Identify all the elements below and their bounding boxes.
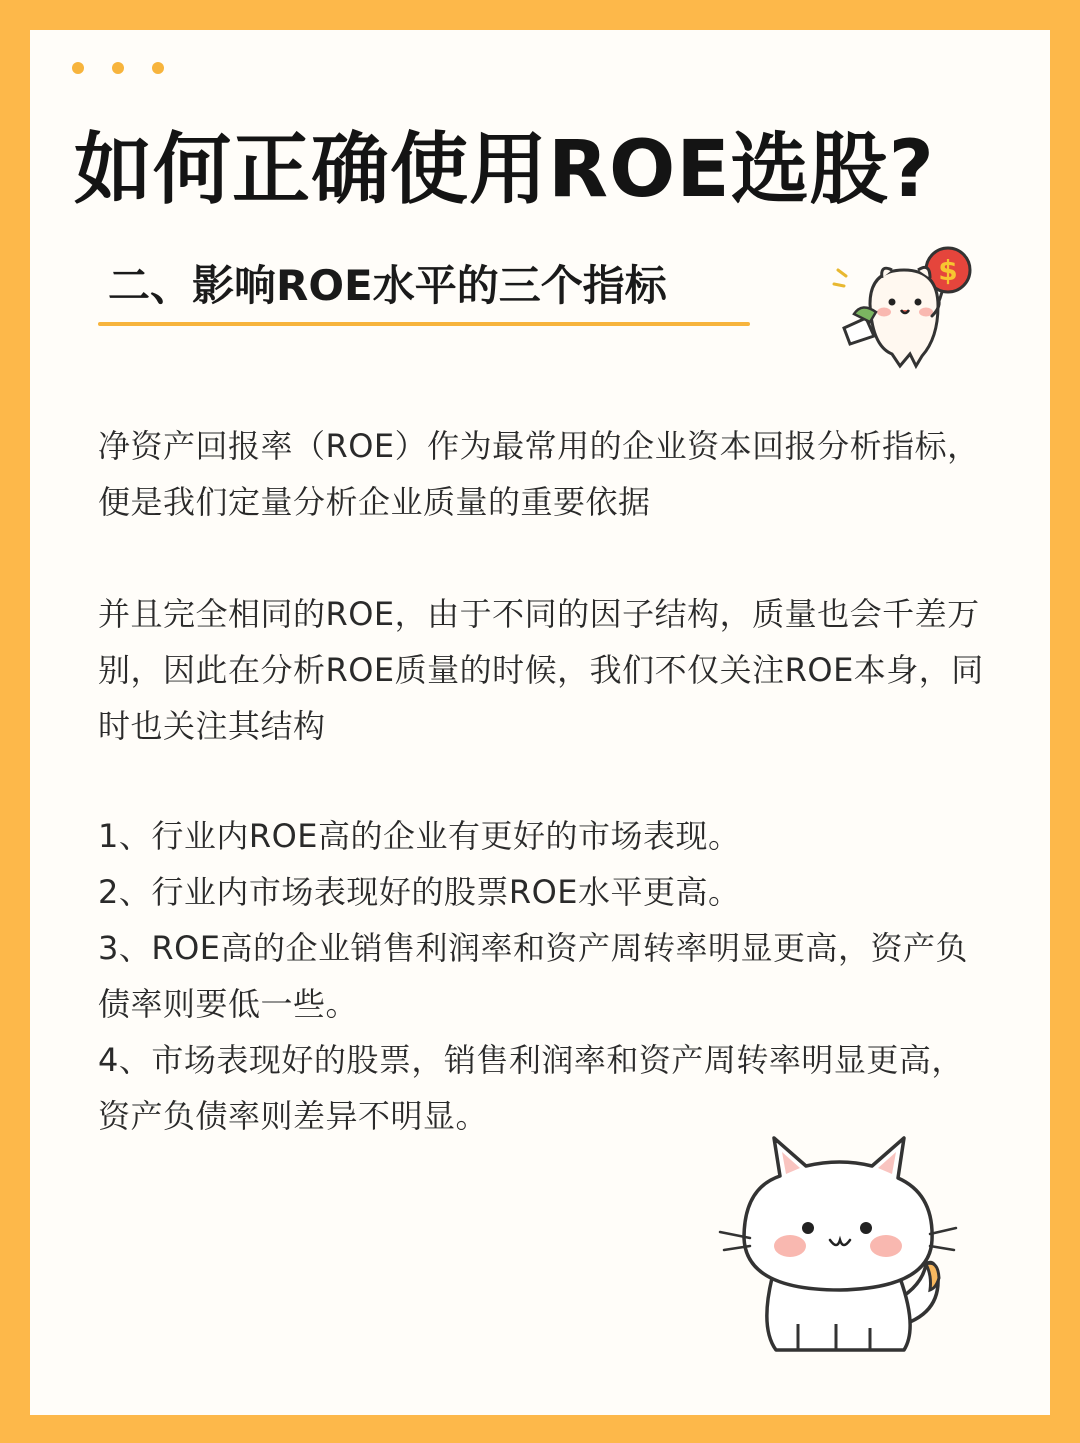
structure-paragraph: 并且完全相同的ROE，由于不同的因子结构，质量也会千差万别，因此在分析ROE质量的时候，我们不仅关注ROE本身，同时也关注其结构 — [98, 595, 984, 745]
mascot-money-icon — [820, 240, 980, 370]
findings-list — [98, 808, 988, 1144]
section-subtitle: 二、影响ROE水平的三个指标 — [108, 261, 667, 310]
cat-illustration-icon — [690, 1128, 960, 1368]
list-item: 1、行业内ROE高的企业有更好的市场表现。 — [98, 817, 741, 855]
intro-paragraph — [98, 418, 988, 530]
list-item: 3、ROE高的企业销售利润率和资产周转率明显更高，资产负债率则要低一些。 — [98, 929, 969, 1023]
highlighted-intro: 净资产回报率（ROE）作为最常用的企业资本回报分析指标，便是我们定量分析企业质量的重要依据 — [98, 427, 980, 527]
list-item: 2、行业内市场表现好的股票ROE水平更高。 — [98, 873, 741, 911]
page-title: 如何正确使用ROE选股? — [74, 125, 935, 215]
dot-icon — [152, 62, 164, 74]
list-item: 4、市场表现好的股票，销售利润率和资产周转率明显更高，资产负债率则差异不明显。 — [98, 1041, 964, 1135]
dot-icon — [112, 62, 124, 74]
subtitle-underline — [98, 322, 750, 326]
dot-icon — [72, 62, 84, 74]
window-dots — [72, 62, 164, 74]
coin-symbol: $ — [938, 254, 958, 287]
content-card — [30, 30, 1050, 1415]
